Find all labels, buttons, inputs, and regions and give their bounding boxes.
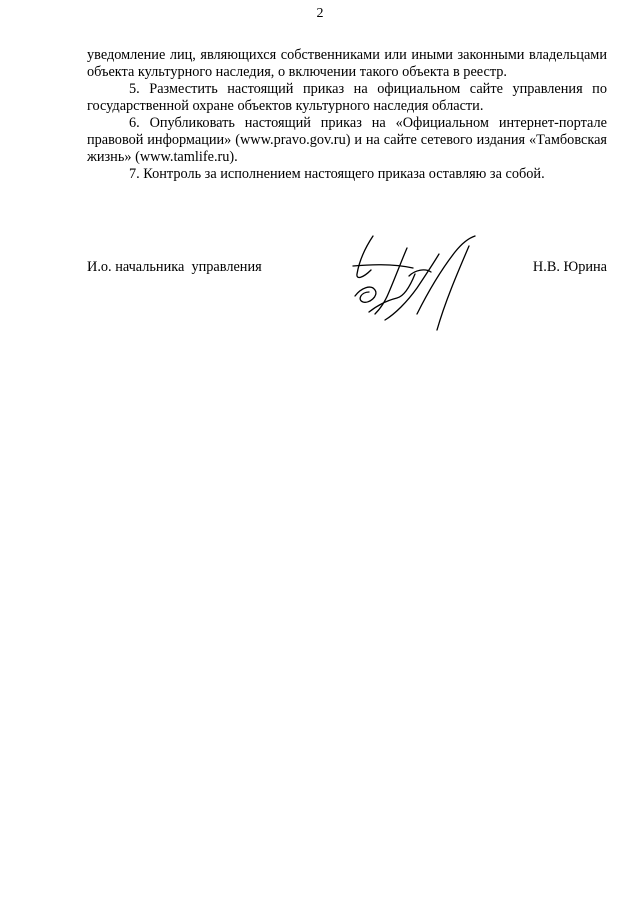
page-number: 2 — [316, 6, 324, 21]
paragraph-item-5: 5. Разместить настоящий приказ на официальном сайте управления по государственной охране объектов культурного наследия области. — [87, 81, 607, 114]
handwritten-signature — [345, 218, 495, 346]
signer-name: Н.В. Юрина — [532, 259, 607, 275]
document-body — [87, 47, 607, 183]
paragraph-item-7: 7. Контроль за исполнением настоящего приказа оставляю за собой. — [129, 166, 545, 182]
signer-title: И.о. начальника управления — [87, 259, 262, 275]
paragraph-continuation: уведомление лиц, являющихся собственниками или иными законными владельцами объекта культурного наследия, о включении такого объекта в реестр. — [87, 47, 607, 80]
paragraph-item-6: 6. Опубликовать настоящий приказ на «Официальном интернет-портале правовой информации» (www.pravo.gov.ru) и на сайте сетевого издания «Тамбовская жизнь» (www.tamlife.ru). — [87, 115, 607, 165]
